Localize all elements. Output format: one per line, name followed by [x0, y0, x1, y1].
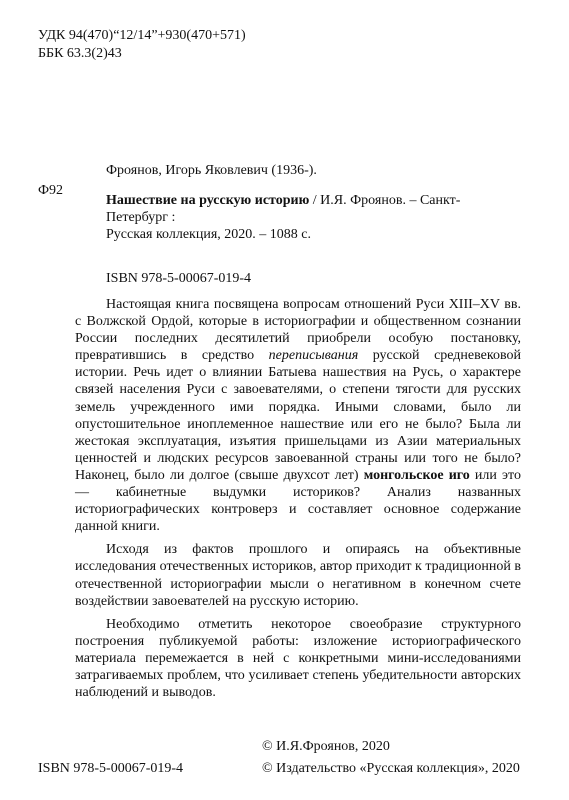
- copyright-author: © И.Я.Фроянов, 2020: [262, 739, 390, 754]
- abstract-paragraph-2: Исходя из фактов прошлого и опираясь на объективные исследования отечественных историков, автор приходит к традиционной в отечественной историографии мысли о негативном в конечном счете воздействии завоевателей на русскую историю.: [75, 542, 522, 609]
- abstract-paragraph-1: [75, 296, 521, 535]
- bbk-code: ББК 63.3(2)43: [38, 46, 122, 61]
- abstract-italic: переписывания: [268, 348, 359, 364]
- bibliographic-description: [106, 192, 520, 243]
- copyright-publisher: © Издательство «Русская коллекция», 2020: [262, 761, 520, 776]
- book-title: Нашествие на русскую историю: [106, 193, 310, 208]
- abstract: [75, 296, 521, 701]
- isbn-bottom: ISBN 978-5-00067-019-4: [38, 761, 184, 776]
- isbn-top: ISBN 978-5-00067-019-4: [106, 271, 252, 286]
- udk-code: УДК 94(470)“12/14”+930(470+571): [38, 28, 246, 43]
- author-heading: Фроянов, Игорь Яковлевич (1936-).: [106, 163, 317, 178]
- abstract-bold: монгольское иго: [363, 467, 470, 483]
- abstract-text: Настоящая книга посвящена вопросам отношений Руси XIII–XV вв. с Волжской Ордой, которые в историографии и общественном сознании России последних десятилетий приобрели особую постановку, превратившись в средство: [75, 297, 521, 364]
- abstract-text: или это — кабинетные выдумки историков? Анализ названных историографических контроверз и составляет основное содержание данной книги.: [75, 467, 521, 535]
- abstract-paragraph-3: Необходимо отметить некоторое своеобразие структурного построения публикуемой работы: изложение историографического материала перемежается в ней с конкретными мини-исследованиями затрагиваемых проблем, что усиливает степень убедительности авторских наблюдений и выводов.: [75, 616, 521, 701]
- abstract-text: русской средневековой истории. Речь идет о влиянии Батыева нашествия на Русь, о характере связей населения Руси с завоевателями, о степени тягости для русских земель учрежденного ими порядка. Иными словами, было ли опустошительное иноплеменное нашествие или его не было? Была ли жестокая эксплуатация, изъятия пришельцами из Азии материальных ценностей и людских ресурсов завоеванной страны или того не было? Наконец, было ли долгое (свыше двухсот лет): [75, 348, 521, 483]
- responsibility-statement: / И.Я. Фроянов. – Санкт-Петербург :: [106, 193, 461, 225]
- publication-info: Русская коллекция, 2020. – 1088 с.: [106, 227, 311, 242]
- author-mark: Ф92: [38, 183, 64, 198]
